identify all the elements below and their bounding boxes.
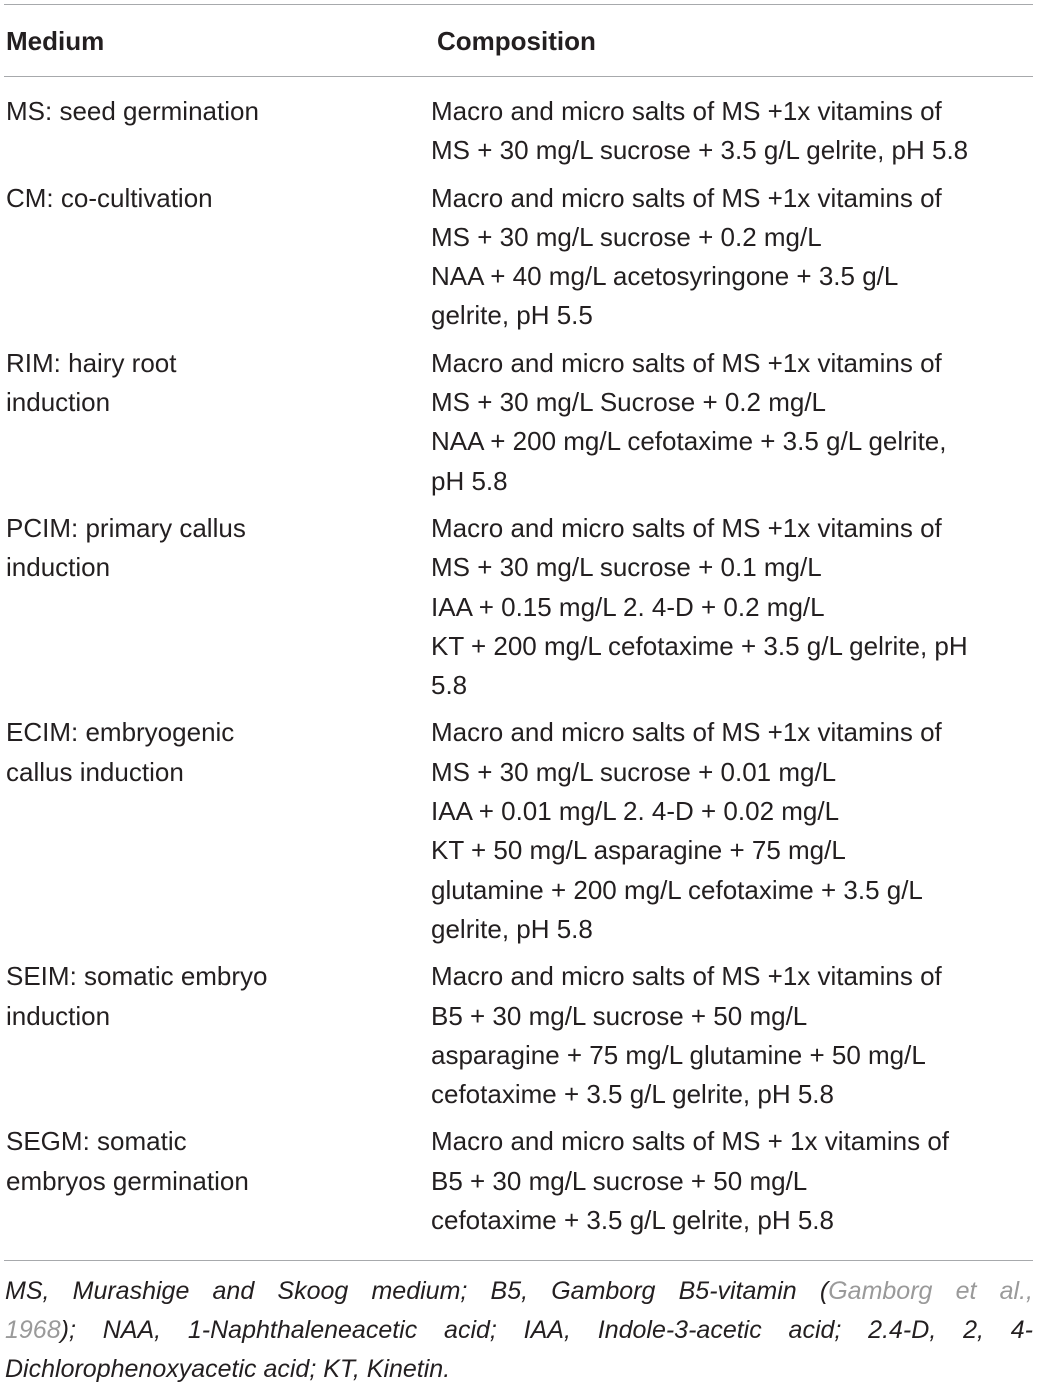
composition-line: Macro and micro salts of MS +1x vitamins of [431,182,942,213]
medium-cell [0,509,431,705]
medium-cell [0,92,431,171]
composition-line: asparagine + 75 mg/L glutamine + 50 mg/L [431,1039,926,1070]
composition-line: Macro and micro salts of MS +1x vitamins of [431,961,942,992]
composition-line: Macro and micro salts of MS +1x vitamins of [431,347,942,378]
footnote-text: ); NAA, 1-Naphthaleneacetic acid; IAA, Indole-3-acetic acid; 2.4-D, 2, 4- [60,1316,1033,1344]
footnote-text: MS, Murashige and Skoog medium; B5, Gamborg B5-vitamin ( [5,1277,829,1305]
medium-line: embryos germination [6,1165,249,1196]
table-row [0,1122,1039,1240]
composition-line: MS + 30 mg/L sucrose + 0.2 mg/L [431,221,822,252]
medium-line: induction [6,552,111,583]
medium-line: induction [6,1000,111,1031]
table-row [0,344,1039,501]
table-header-rule [4,76,1033,77]
table-row [0,509,1039,705]
table-top-rule [4,4,1033,5]
composition-line: gelrite, pH 5.8 [431,913,593,944]
medium-cell [0,344,431,501]
citation-link[interactable]: Gamborg et al., [828,1277,1033,1305]
medium-cell [0,179,431,336]
composition-line: Macro and micro salts of MS +1x vitamins of [431,512,942,543]
table-row [0,713,1039,949]
table-bottom-rule [4,1260,1033,1261]
composition-line: NAA + 200 mg/L cefotaxime + 3.5 g/L gelrite, [431,426,947,457]
composition-line: KT + 50 mg/L asparagine + 75 mg/L [431,835,846,866]
composition-line: MS + 30 mg/L sucrose + 0.1 mg/L [431,552,822,583]
composition-cell [431,92,1039,171]
footnote-line-3: Dichlorophenoxyacetic acid; KT, Kinetin. [5,1355,451,1383]
composition-line: KT + 200 mg/L cefotaxime + 3.5 g/L gelrite, pH [431,630,968,661]
composition-line: B5 + 30 mg/L sucrose + 50 mg/L [431,1000,808,1031]
composition-line: MS + 30 mg/L Sucrose + 0.2 mg/L [431,387,827,418]
table-row [0,957,1039,1114]
composition-line: pH 5.8 [431,465,508,496]
composition-line: Macro and micro salts of MS + 1x vitamins of [431,1126,950,1157]
footnote-line-1 [5,1272,1033,1311]
composition-cell [431,509,1039,705]
medium-line: CM: co-cultivation [6,182,213,213]
composition-line: Macro and micro salts of MS +1x vitamins of [431,96,942,126]
header-medium: Medium [6,26,105,56]
medium-line: RIM: hairy root [6,347,177,378]
composition-line: IAA + 0.01 mg/L 2. 4-D + 0.02 mg/L [431,796,840,827]
composition-line: 5.8 [431,670,468,701]
composition-cell [431,179,1039,336]
medium-cell [0,713,431,949]
table-row [0,92,1039,171]
medium-line: callus induction [6,756,184,787]
medium-cell [0,957,431,1114]
composition-cell [431,1122,1039,1240]
composition-cell [431,713,1039,949]
table-row [0,179,1039,336]
medium-line: SEGM: somatic [6,1126,187,1157]
table-body [0,92,1039,1240]
composition-line: gelrite, pH 5.5 [431,300,593,331]
footnote-line-2 [5,1311,1033,1350]
header-composition: Composition [437,26,596,56]
medium-line: PCIM: primary callus [6,512,246,543]
medium-line: SEIM: somatic embryo [6,961,268,992]
medium-line: induction [6,387,111,418]
citation-link[interactable]: 1968 [5,1316,61,1344]
medium-line: ECIM: embryogenic [6,717,235,748]
medium-line: MS: seed germination [6,96,259,126]
table-header-row [0,22,1039,62]
composition-line: B5 + 30 mg/L sucrose + 50 mg/L [431,1165,808,1196]
composition-line: cefotaxime + 3.5 g/L gelrite, pH 5.8 [431,1205,834,1236]
medium-cell [0,1122,431,1240]
composition-line: IAA + 0.15 mg/L 2. 4-D + 0.2 mg/L [431,591,825,622]
table-footnote [5,1272,1033,1389]
composition-cell [431,957,1039,1114]
composition-cell [431,344,1039,501]
composition-line: cefotaxime + 3.5 g/L gelrite, pH 5.8 [431,1079,834,1110]
composition-line: MS + 30 mg/L sucrose + 0.01 mg/L [431,756,837,787]
composition-line: glutamine + 200 mg/L cefotaxime + 3.5 g/L [431,874,923,905]
composition-line: NAA + 40 mg/L acetosyringone + 3.5 g/L [431,261,899,292]
composition-line: MS + 30 mg/L sucrose + 3.5 g/L gelrite, pH 5.8 [431,135,969,166]
composition-line: Macro and micro salts of MS +1x vitamins of [431,717,942,748]
